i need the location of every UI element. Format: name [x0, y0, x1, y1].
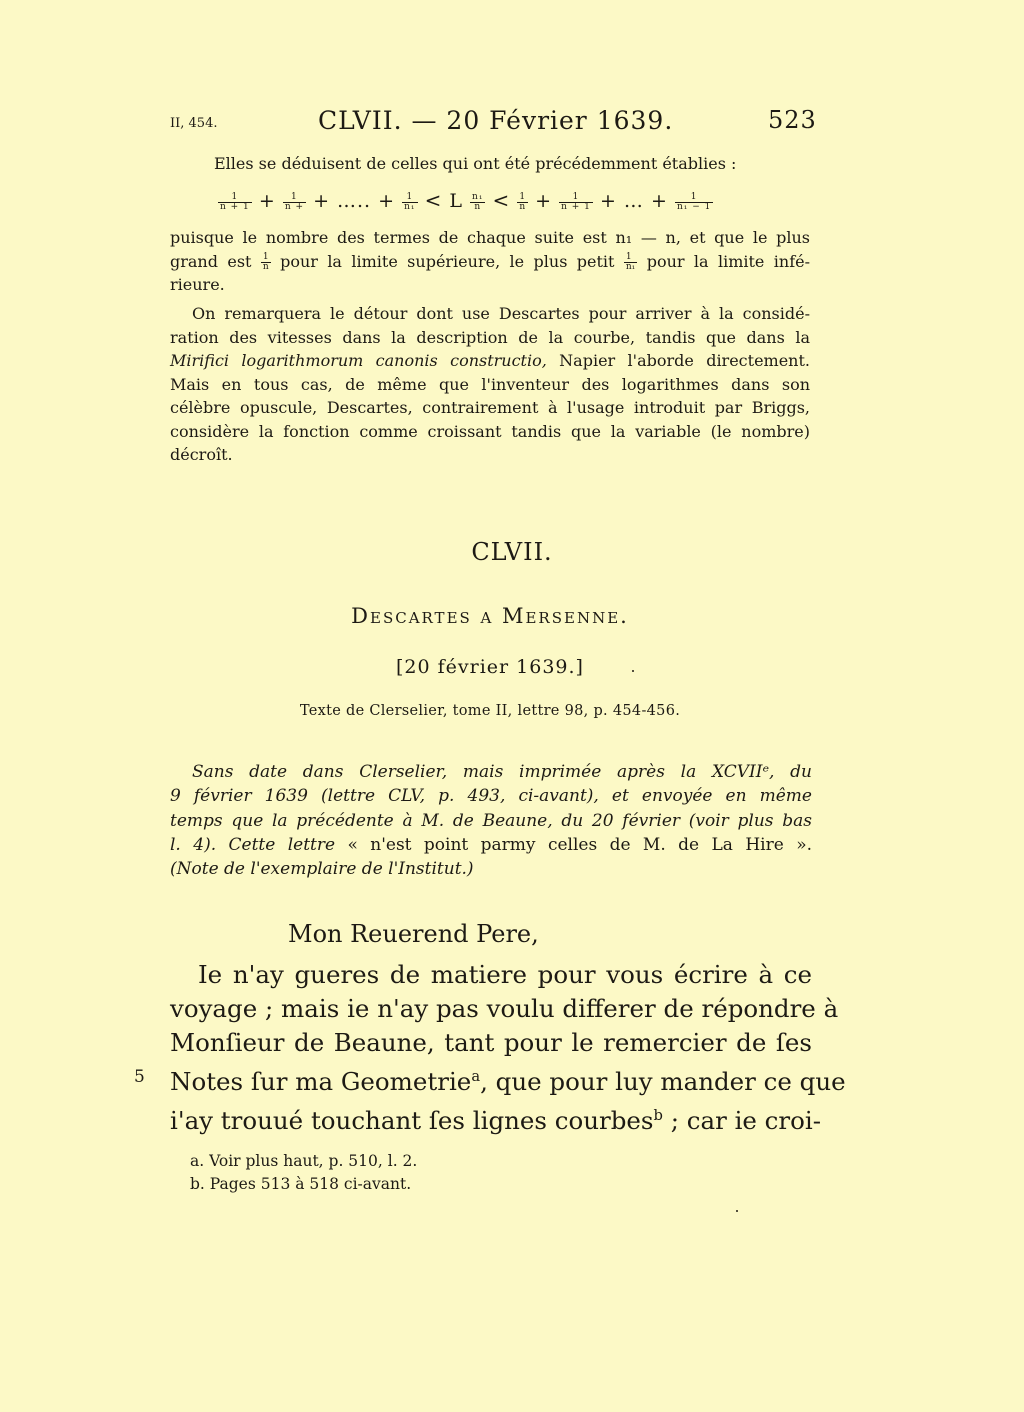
note-line: rieure.: [170, 275, 225, 294]
letter-salutation: Mon Reuerend Pere,: [288, 920, 539, 948]
note-line: Mais en tous cas, de même que l'inventeur des logarithmes dans son: [170, 374, 810, 394]
note-line: célèbre opuscule, Descartes, contrairement à l'usage introduit par Briggs,: [170, 398, 810, 417]
letter-line: voyage ; mais ie n'ay pas voulu differer de répondre à: [170, 994, 839, 1023]
intro-line: (Note de l'exemplaire de l'Institut.): [170, 859, 474, 880]
note-line: grand est $\frac{1}{n}$ pour la limite supérieure, le plus petit $\frac{1}{\text{n₁}}$ pour la limite infé-: [170, 251, 811, 272]
section-source: Texte de Clerselier, tome II, lettre 98, p. 454-456.: [299, 703, 681, 719]
line-number: 5: [134, 1067, 145, 1087]
plus-sign: +: [535, 190, 553, 212]
header-volume-ref: II, 454.: [170, 116, 218, 131]
note-paragraph-2: [170, 226, 810, 297]
note-line: ration des vitesses dans la description de la courbe, tandis que dans la: [170, 327, 810, 347]
letter-body: [170, 958, 846, 1138]
ellipsis-plus: + … +: [599, 190, 668, 212]
note-line: puisque le nombre des termes de chaque suite est n₁ — n, et que le plus: [170, 228, 810, 247]
header-title: CLVII. — 20 Février 1639.: [318, 106, 674, 135]
fraction-lower: $\frac{1}{\text{n₁}}$: [625, 251, 636, 272]
note-line: considère la fonction comme croissant tandis que la variable (le nombre): [170, 421, 810, 441]
section-number: CLVII.: [471, 538, 553, 566]
note-line: Mirifici logarithmorum canonis constructio, Napier l'aborde directement.: [170, 351, 810, 370]
fraction-7: $\frac{1}{\text{n₁ − 1}}$: [676, 191, 712, 212]
intro-line: temps que la précédente à M. de Beaune, du 20 février (voir plus bas: [170, 810, 812, 831]
ellipsis-plus: + ….. +: [313, 190, 396, 212]
log-symbol: L: [449, 190, 463, 212]
note-line: décroît.: [170, 445, 233, 464]
section-title: Descartes a Mersenne.: [351, 604, 629, 628]
less-than-sign: <: [492, 188, 511, 212]
less-than-sign: <: [424, 188, 443, 212]
stray-mark: [736, 1210, 738, 1212]
letter-line: i'ay trouué touchant ſes lignes courbes$^b$ ; car ie croi-: [170, 1106, 821, 1136]
note-paragraph-3: [170, 302, 810, 467]
footnote-b: b. Pages 513 à 518 ci-avant.: [190, 1175, 412, 1193]
inequality-formula: [218, 188, 818, 212]
section-date: [20 février 1639.]: [396, 656, 584, 678]
fraction-1: $\frac{1}{n + 1}$: [220, 191, 250, 212]
plus-sign: +: [258, 190, 276, 212]
note-intro-text: Elles se déduisent de celles qui ont été précédemment établies :: [214, 154, 737, 173]
intro-line: l. 4). Cette lettre « n'est point parmy celles de M. de La Hire ».: [170, 834, 812, 855]
footnote-a: a. Voir plus haut, p. 510, l. 2.: [190, 1152, 418, 1170]
fraction-3: $\frac{1}{\text{n₁}}$: [404, 191, 416, 212]
fraction-6: $\frac{1}{n + 1}$: [561, 191, 591, 212]
letter-line: Ie n'ay gueres de matiere pour vous écrire à ce: [198, 960, 812, 989]
stray-mark: [632, 670, 634, 672]
intro-line: Sans date dans Clerselier, mais imprimée après la XCVIIᵉ, du: [192, 762, 812, 782]
note-intro-line: [170, 152, 810, 176]
letter-line: Monſieur de Beaune, tant pour le remercier de ſes: [170, 1028, 812, 1057]
fraction-upper: $\frac{1}{n}$: [262, 251, 269, 272]
fraction-5: $\frac{1}{n}$: [519, 191, 527, 212]
note-line: On remarquera le détour dont use Descartes pour arriver à la considé-: [192, 304, 810, 323]
intro-line: 9 février 1639 (lettre CLV, p. 493, ci-avant), et envoyée en même: [170, 786, 812, 807]
page-number: 523: [768, 106, 817, 134]
fraction-4: $\frac{\text{n₁}}{n}$: [472, 191, 484, 212]
letter-line: Notes ſur ma Geometrie$^a$, que pour luy mander ce que: [170, 1067, 846, 1097]
intro-note: [170, 760, 812, 881]
fraction-2: $\frac{1}{n +}$: [284, 191, 305, 212]
